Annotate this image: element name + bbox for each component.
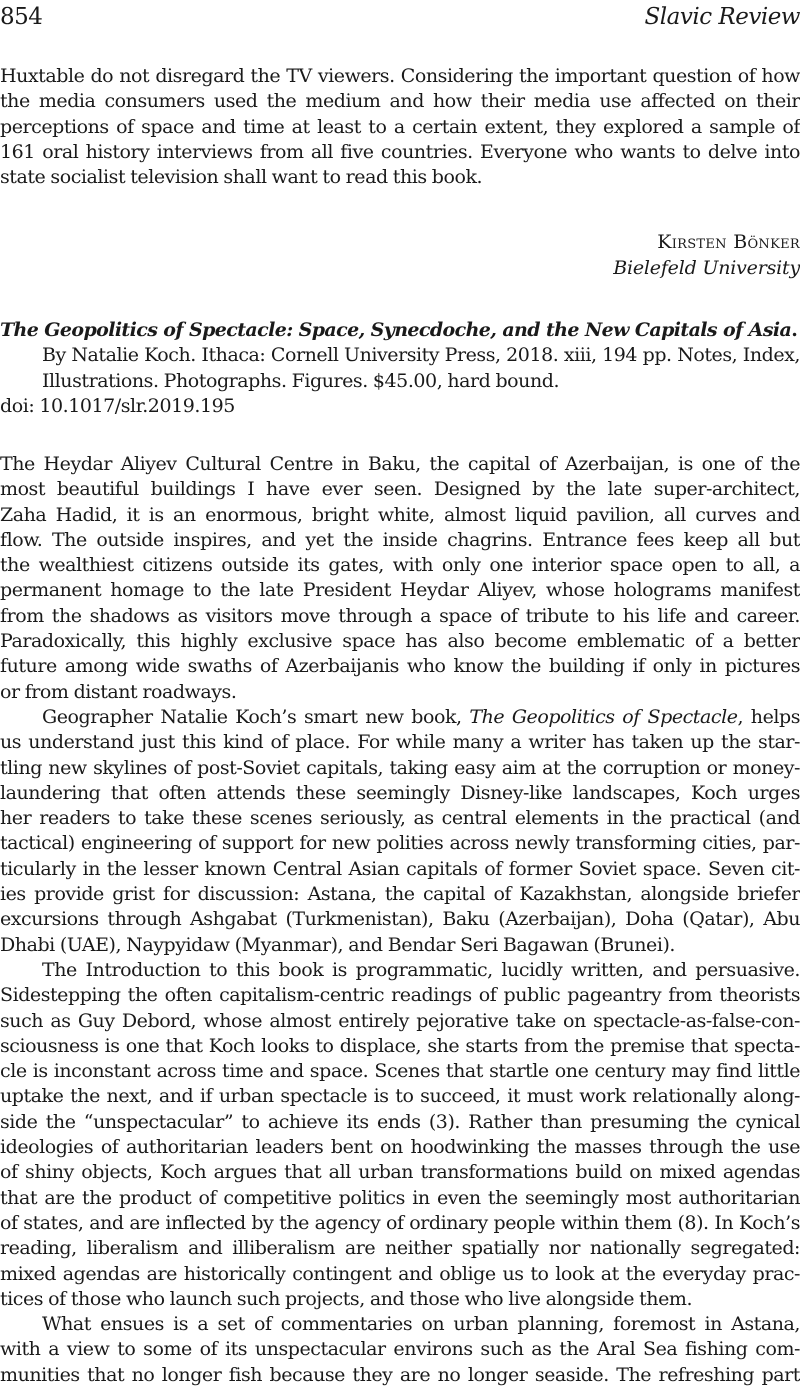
text-line: us understand just this kind of place. For while many a writer has taken up the star- [0, 730, 800, 755]
text-line: laundering that often attends these seemingly Disney-like landscapes, Koch urges [0, 781, 800, 806]
text-line: sciousness is one that Koch looks to displace, she starts from the premise that specta- [0, 1034, 800, 1059]
text-line: Sidestepping the often capitalism-centric readings of public pageantry from theorists [0, 983, 800, 1008]
text-line: What ensues is a set of commentaries on urban planning, foremost in Astana, [0, 1312, 800, 1337]
book-title-line [0, 318, 800, 343]
text-line: state socialist television shall want to read this book. [0, 165, 800, 190]
journal-title: Slavic Review [645, 0, 800, 34]
text-line [0, 705, 800, 730]
text-line: perceptions of space and time at least to a certain extent, they explored a sample of [0, 115, 800, 140]
review-paragraph [0, 1312, 800, 1388]
text-line: that are the product of competitive politics in even the seemingly most authoritarian [0, 1186, 800, 1211]
citation-details-line: Illustrations. Photographs. Figures. $45.00, hard bound. [0, 369, 800, 394]
text-line: reading, liberalism and illiberalism are neither spatially nor nationally segregated: [0, 1236, 800, 1261]
review-paragraph [0, 705, 800, 958]
review-paragraph [0, 452, 800, 705]
text-line: from the shadows as visitors move through a space of tribute to his life and career. [0, 604, 800, 629]
title-period: . [791, 319, 797, 341]
text-line: tling new skylines of post-Soviet capitals, taking easy aim at the corruption or money- [0, 756, 800, 781]
text-line: future among wide swaths of Azerbaijanis who know the building if only in pictures [0, 654, 800, 679]
text-line: or from distant roadways. [0, 680, 800, 705]
text-line: excursions through Ashgabat (Turkmenistan), Baku (Azerbaijan), Doha (Qatar), Abu [0, 907, 800, 932]
doi: doi: 10.1017/slr.2019.195 [0, 394, 800, 419]
text-line: of states, and are inflected by the agency of ordinary people within them (8). In Koch’s [0, 1211, 800, 1236]
text-line: mixed agendas are historically contingent and oblige us to look at the everyday prac- [0, 1262, 800, 1287]
text-line: Dhabi (UAE), Naypyidaw (Myanmar), and Bendar Seri Bagawan (Brunei). [0, 933, 800, 958]
text-line: most beautiful buildings I have ever seen. Designed by the late super-architect, [0, 477, 800, 502]
text-line: such as Guy Debord, whose almost entirely pejorative take on spectacle-as-false-con- [0, 1009, 800, 1034]
text-line: tices of those who launch such projects, and those who live alongside them. [0, 1287, 800, 1312]
reviewer-name: Kirsten Bönker [0, 229, 800, 255]
text-line: the media consumers used the medium and how their media use affected on their [0, 89, 800, 114]
text-line: side the “unspectacular” to achieve its ends (3). Rather than presuming the cynical [0, 1110, 800, 1135]
text-line: The Introduction to this book is programmatic, lucidly written, and persuasive. [0, 958, 800, 983]
reviewer-signature [0, 229, 800, 281]
text-line: her readers to take these scenes seriously, as central elements in the practical (and [0, 806, 800, 831]
text-line: with a view to some of its unspectacular environs such as the Aral Sea fishing com- [0, 1337, 800, 1362]
text-line: flow. The outside inspires, and yet the inside chagrins. Entrance fees keep all but [0, 528, 800, 553]
text-line: ticularly in the lesser known Central Asian capitals of former Soviet space. Seven cit- [0, 857, 800, 882]
text-run: Geographer Natalie Koch’s smart new book, [42, 706, 469, 728]
review-body [0, 452, 800, 1388]
text-line: of shiny objects, Koch argues that all urban transformations build on mixed agendas [0, 1160, 800, 1185]
text-line: 161 oral history interviews from all five countries. Everyone who wants to delve into [0, 140, 800, 165]
text-run: , helps [738, 706, 800, 728]
text-line: ies provide grist for discussion: Astana, the capital of Kazakhstan, alongside briefer [0, 882, 800, 907]
book-title-reference: The Geopolitics of Spectacle [469, 706, 737, 728]
text-line: ideologies of authoritarian leaders bent on hoodwinking the masses through the use [0, 1135, 800, 1160]
text-line: permanent homage to the late President Heydar Aliyev, whose holograms manifest [0, 578, 800, 603]
book-citation [0, 318, 800, 419]
running-header [0, 0, 800, 40]
text-line: uptake the next, and if urban spectacle is to succeed, it must work relationally along- [0, 1084, 800, 1109]
text-line: The Heydar Aliyev Cultural Centre in Baku, the capital of Azerbaijan, is one of the [0, 452, 800, 477]
text-line: Paradoxically, this highly exclusive space has also become emblematic of a better [0, 629, 800, 654]
text-line: Zaha Hadid, it is an enormous, bright white, almost liquid pavilion, all curves and [0, 503, 800, 528]
text-line: munities that no longer fish because they are no longer seaside. The refreshing part [0, 1363, 800, 1388]
page-number: 854 [0, 0, 42, 34]
text-line: the wealthiest citizens outside its gates, with only one interior space open to all, a [0, 553, 800, 578]
text-line: cle is inconstant across time and space. Scenes that startle one century may find little [0, 1059, 800, 1084]
text-line: tactical) engineering of support for new polities across newly transforming cities, par- [0, 831, 800, 856]
citation-details-line: By Natalie Koch. Ithaca: Cornell University Press, 2018. xiii, 194 pp. Notes, Index, [0, 343, 800, 368]
review-paragraph [0, 958, 800, 1312]
previous-review-closing-paragraph [0, 64, 800, 190]
reviewer-affiliation: Bielefeld University [0, 255, 800, 281]
book-title: The Geopolitics of Spectacle: Space, Synecdoche, and the New Capitals of Asia [0, 319, 791, 341]
text-line: Huxtable do not disregard the TV viewers. Considering the important question of how [0, 64, 800, 89]
